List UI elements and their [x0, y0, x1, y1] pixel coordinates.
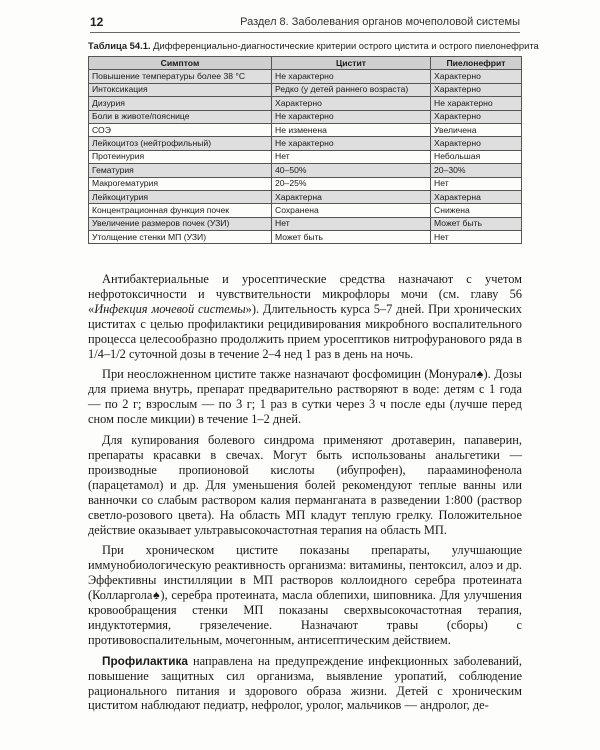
cell-symptom: Дизурия — [89, 97, 272, 110]
cell-cystitis: Нет — [272, 150, 431, 163]
cell-symptom: Гематурия — [89, 164, 272, 177]
cell-cystitis: 40–50% — [272, 164, 431, 177]
paragraph: Для купирования болевого синдрома применяют дротаверин, папаверин, препараты красавки в свечах. Могут быть использованы анальгетики — производные пропионовой кислоты (ибупрофен), парааминофенола (парацетамол) и др. Для уменьшения болей рекомендуют теплые ванны или ванночки со слабым раствором калия перманганата в разведении 1:800 (раствор светло-розового цвета). На область МП кладут теплую грелку. Положительное действие оказывает ультравысокочастотная терапия на область МП. — [88, 433, 522, 537]
paragraph: При хроническом цистите показаны препараты, улучшающие иммунобиологическую реактивность организма: витамины, пентоксил, алоэ и др. Эффективны инстилляции в МП растворов коллоидного серебра протеината (Колларгола♠), серебра протеината, масла облепихи, шиповника. Для улучшения кровообращения стенки МП показаны сверхвысокочастотная терапия, индуктотермия, грязелечение. Назначают травы (сборы) с противовоспалительным, мочегонным, антисептическим действием. — [88, 543, 522, 647]
table-row — [89, 190, 522, 203]
table-row — [89, 164, 522, 177]
prevention-heading: Профилактика — [102, 653, 188, 668]
cell-pyelonephritis: Характерна — [431, 190, 522, 203]
cell-cystitis: Не изменена — [272, 123, 431, 136]
cell-symptom: Лейкоцитоз (нейтрофильный) — [89, 137, 272, 150]
table-caption — [88, 40, 539, 51]
page-number: 12 — [90, 15, 104, 29]
cell-cystitis: Может быть — [272, 231, 431, 244]
column-header-pyelonephritis: Пиелонефрит — [431, 57, 522, 70]
running-title: Раздел 8. Заболевания органов мочеполовой системы — [240, 16, 520, 28]
paragraph: При неосложненном цистите также назначают фосфомицин (Монурал♠). Дозы для приема внутрь, препарат предварительно растворяют в воде: детям с 1 года — по 2 г; взрослым — по 3 г; 1 раз в сутки через 3 ч после еды (лучше перед сном после микции) в течение 1–2 дней. — [88, 367, 522, 427]
cell-pyelonephritis: Характерно — [431, 70, 522, 83]
cell-cystitis: Характерна — [272, 190, 431, 203]
table-row — [89, 217, 522, 230]
paragraph — [88, 272, 522, 361]
cell-cystitis: Характерно — [272, 97, 431, 110]
cell-pyelonephritis: Характерно — [431, 83, 522, 96]
cell-pyelonephritis: Увеличена — [431, 123, 522, 136]
table-row — [89, 123, 522, 136]
cell-symptom: Протеинурия — [89, 150, 272, 163]
table-header-row — [89, 57, 522, 70]
table-row — [89, 83, 522, 96]
paragraph-text: Антибактериальные и уросептические средства назначают с учетом нефротоксичности и чувствительности микрофлоры мочи (см. главу 56 « — [88, 272, 522, 316]
cell-symptom: Макрогематурия — [89, 177, 272, 190]
cell-pyelonephritis: Нет — [431, 231, 522, 244]
cell-symptom: Повышение температуры более 38 °С — [89, 70, 272, 83]
cell-cystitis: Редко (у детей раннего возраста) — [272, 83, 431, 96]
column-header-cystitis: Цистит — [272, 57, 431, 70]
table-row — [89, 204, 522, 217]
chapter-reference: Инфекция мочевой системы — [94, 301, 246, 316]
paragraph-text: »). Длительность курса 5–7 дней. При хронических циститах с целью профилактики рецидивирования микробного воспалительного процесса целесообразно продолжить прием уросептиков нитрофуранового ряда в 1/4–1/2 суточной дозы в течение 2–4 нед 1 раз в день на ночь. — [88, 301, 522, 361]
paragraph — [88, 654, 522, 714]
paragraph-text: направлена на предупреждение инфекционных заболеваний, повышение защитных сил организма, выявление уропатий, соблюдение рационального питания и здорового образа жизни. Детей с хроническим циститом наблюдают педиатр, нефролог, уролог, мальчиков — андролог, де- — [88, 653, 522, 713]
table-row — [89, 177, 522, 190]
cell-pyelonephritis: Характерно — [431, 110, 522, 123]
cell-symptom: Лейкоцитурия — [89, 190, 272, 203]
cell-pyelonephritis: Снижена — [431, 204, 522, 217]
body-text — [88, 272, 522, 719]
cell-cystitis: Не характерно — [272, 70, 431, 83]
cell-symptom: Увеличение размеров почек (УЗИ) — [89, 217, 272, 230]
cell-pyelonephritis: 20–30% — [431, 164, 522, 177]
cell-cystitis: 20–25% — [272, 177, 431, 190]
cell-cystitis: Не характерно — [272, 110, 431, 123]
cell-cystitis: Сохранена — [272, 204, 431, 217]
page-header — [90, 14, 520, 33]
cell-symptom: Концентрационная функция почек — [89, 204, 272, 217]
table-row — [89, 231, 522, 244]
cell-symptom: Интоксикация — [89, 83, 272, 96]
diagnostic-criteria-table — [88, 56, 522, 244]
cell-cystitis: Не характерно — [272, 137, 431, 150]
table-row — [89, 137, 522, 150]
cell-pyelonephritis: Может быть — [431, 217, 522, 230]
table-row — [89, 150, 522, 163]
cell-cystitis: Нет — [272, 217, 431, 230]
table-caption-text: Дифференциально-диагностические критерии острого цистита и острого пиелонефрита — [150, 40, 539, 51]
cell-pyelonephritis: Нет — [431, 177, 522, 190]
cell-symptom: Боли в животе/пояснице — [89, 110, 272, 123]
column-header-symptom: Симптом — [89, 57, 272, 70]
cell-symptom: Утолщение стенки МП (УЗИ) — [89, 231, 272, 244]
cell-pyelonephritis: Небольшая — [431, 150, 522, 163]
cell-pyelonephritis: Не характерно — [431, 97, 522, 110]
table-row — [89, 97, 522, 110]
table-row — [89, 70, 522, 83]
cell-pyelonephritis: Характерно — [431, 137, 522, 150]
cell-symptom: СОЭ — [89, 123, 272, 136]
table-caption-label: Таблица 54.1. — [88, 40, 151, 51]
table-row — [89, 110, 522, 123]
